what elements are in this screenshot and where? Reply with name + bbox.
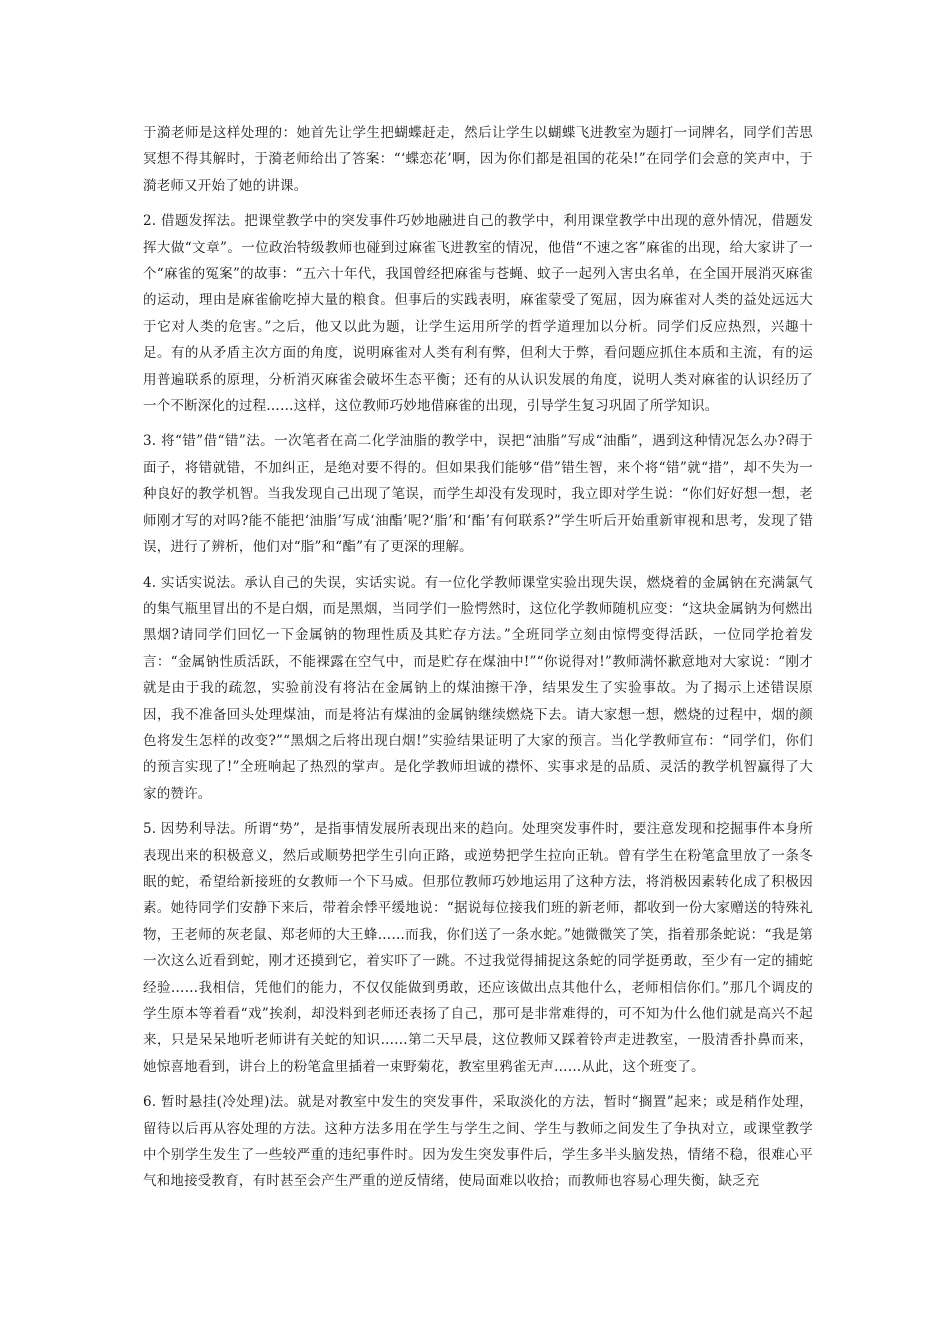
document-body <box>143 120 813 1204</box>
paragraph-intro: 于漪老师是这样处理的：她首先让学生把蝴蝶赶走，然后让学生以蝴蝶飞进教室为题打一词牌名，同学们苦思冥想不得其解时，于漪老师给出了答案：“‘蝶恋花’啊，因为你们都是祖国的花朵!”在同学们会意的笑声中，于漪老师又开始了她的讲课。 <box>143 125 813 194</box>
paragraph-method-4: 4. 实话实说法。承认自己的失误，实话实说。有一位化学教师课堂实验出现失误，燃烧着的金属钠在充满氯气的集气瓶里冒出的不是白烟，而是黑烟，当同学们一脸愕然时，这位化学教师随机应变：“这块金属钠为何燃出黑烟?请同学们回忆一下金属钠的物理性质及其贮存方法。”全班同学立刻由惊愕变得活跃，一位同学抢着发言：“金属钠性质活跃，不能裸露在空气中，而是贮存在煤油中!”“你说得对!”教师满怀歉意地对大家说：“刚才就是由于我的疏忽，实验前没有将沾在金属钠上的煤油擦干净，结果发生了实验事故。为了揭示上述错误原因，我不准备回头处理煤油，而是将沾有煤油的金属钠继续燃烧下去。请大家想一想，燃烧的过程中，烟的颜色将发生怎样的改变?”“黑烟之后将出现白烟!”实验结果证明了大家的预言。当化学教师宣布：“同学们，你们的预言实现了!”全班响起了热烈的掌声。是化学教师坦诚的襟怀、实事求是的品质、灵活的教学机智赢得了大家的赞许。 <box>143 574 813 802</box>
paragraph-method-2: 2. 借题发挥法。把课堂教学中的突发事件巧妙地融进自己的教学中，利用课堂教学中出现的意外情况，借题发挥大做“文章”。一位政治特级教师也碰到过麻雀飞进教室的情况，他借“不速之客”麻雀的出现，给大家讲了一个“麻雀的冤案”的故事：“五六十年代，我国曾经把麻雀与苍蝇、蚊子一起列入害虫名单，在全国开展消灭麻雀的运动，理由是麻雀偷吃掉大量的粮食。但事后的实践表明，麻雀蒙受了冤屈，因为麻雀对人类的益处远远大于它对人类的危害。”之后，他又以此为题，让学生运用所学的哲学道理加以分析。同学们反应热烈，兴趣十足。有的从矛盾主次方面的角度，说明麻雀对人类有利有弊，但利大于弊，看问题应抓住本质和主流，有的运用普遍联系的原理，分析消灭麻雀会破坏生态平衡；还有的从认识发展的角度，说明人类对麻雀的认识经历了一个不断深化的过程……这样，这位教师巧妙地借麻雀的出现，引导学生复习巩固了所学知识。 <box>143 213 813 415</box>
paragraph-method-3: 3. 将“错”借“错”法。一次笔者在高二化学油脂的教学中，误把“油脂”写成“油酯”，遇到这种情况怎么办?碍于面子，将错就错，不加纠正，是绝对要不得的。但如果我们能够“借”错生智，来个将“错”就“措”，却不失为一种良好的教学机智。当我发现自己出现了笔误，而学生却没有发现时，我立即对学生说：“你们好好想一想，老师刚才写的对吗?能不能把‘油脂’写成‘油酯’呢?‘脂’和‘酯’有何联系?”学生听后开始重新审视和思考，发现了错误，进行了辨析，他们对“脂”和“酯”有了更深的理解。 <box>143 433 813 556</box>
paragraph-method-6: 6. 暂时悬挂(冷处理)法。就是对教室中发生的突发事件，采取淡化的方法，暂时“搁置”起来；或是稍作处理，留待以后再从容处理的方法。这种方法多用在学生与学生之间、学生与教师之间发生了争执对立，或课堂教学中个别学生发生了一些较严重的违纪事件时。因为发生突发事件后，学生多半头脑发热，情绪不稳，很难心平气和地接受教育，有时甚至会产生严重的逆反情绪，使局面难以收拾；而教师也容易心理失衡，缺乏充 <box>143 1094 813 1190</box>
paragraph-method-5: 5. 因势利导法。所谓“势”，是指事情发展所表现出来的趋向。处理突发事件时，要注意发现和挖掘事件本身所表现出来的积极意义，然后或顺势把学生引向正路，或逆势把学生拉向正轨。曾有学生在粉笔盒里放了一条冬眠的蛇，希望给新接班的女教师一个下马威。但那位教师巧妙地运用了这种方法，将消极因素转化成了积极因素。她待同学们安静下来后，带着余悸平缓地说：“据说每位接我们班的新老师，都收到一份大家赠送的特殊礼物，王老师的灰老鼠、郑老师的大王蜂……而我，你们送了一条水蛇。”她微微笑了笑，指着那条蛇说：“我是第一次这么近看到蛇，刚才还摸到它，着实吓了一跳。不过我觉得捕捉这条蛇的同学挺勇敢，至少有一定的捕蛇经验……我相信，凭他们的能力，不仅仅能做到勇敢，还应该做出点其他什么，老师相信你们。”那几个调皮的学生原本等着看“戏”挨刹，却没料到老师还表扬了自己，那可是非常难得的，可不知为什么他们就是高兴不起来，只是呆呆地听老师讲有关蛇的知识……第二天早晨，这位教师又踩着铃声走进教室，一股清香扑鼻而来，她惊喜地看到，讲台上的粉笔盒里插着一束野菊花，教室里鸦雀无声……从此，这个班变了。 <box>143 821 813 1075</box>
